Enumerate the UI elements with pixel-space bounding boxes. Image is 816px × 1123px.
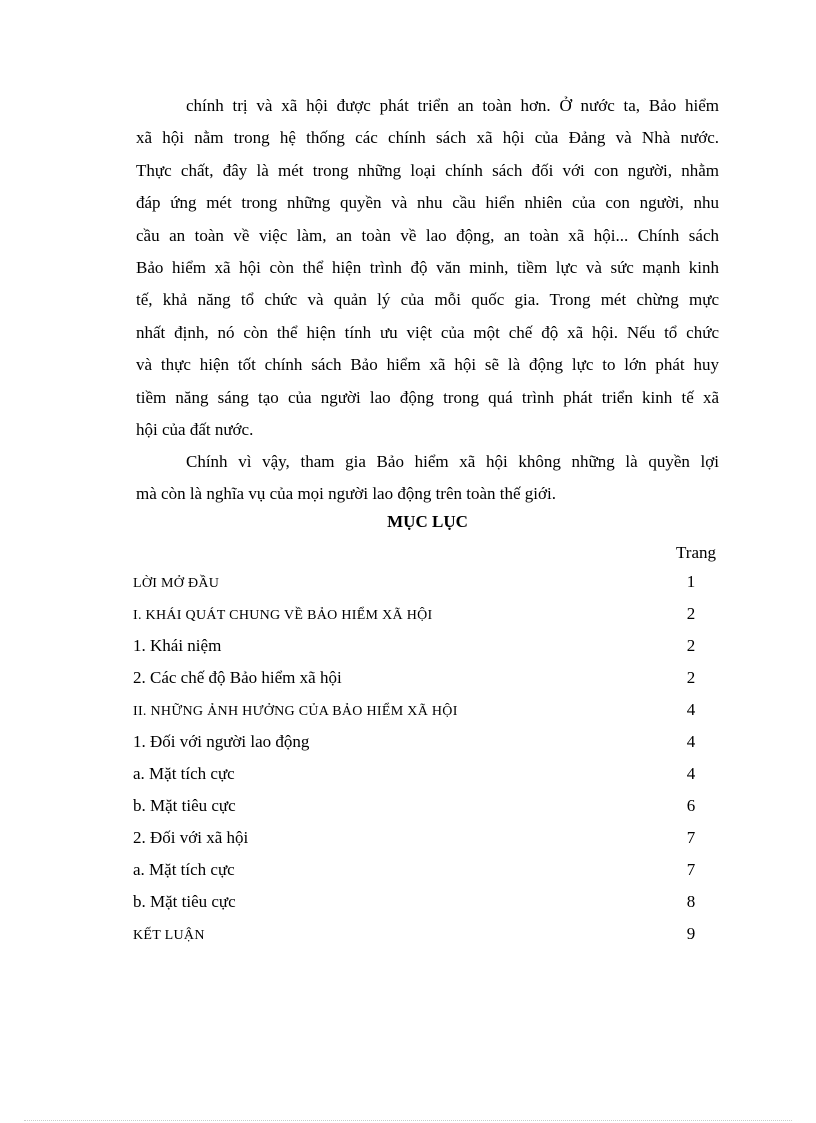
paragraph-line: chính trị và xã hội được phát triển an toàn hơn. Ở nước ta, Bảo hiểm (186, 96, 719, 115)
toc-entry-text: 2. Các chế độ Bảo hiểm xã hội (133, 668, 342, 687)
toc-entry-text: 1. Khái niệm (133, 636, 222, 655)
toc-entry[interactable] (133, 700, 701, 732)
paragraph-line: Chính vì vậy, tham gia Bảo hiểm xã hội không những là quyền lợi (186, 452, 719, 471)
toc-entry[interactable] (133, 796, 701, 828)
toc-entry[interactable] (133, 604, 701, 636)
toc-entry[interactable] (133, 764, 701, 796)
toc-page-column-header: Trang (676, 543, 716, 562)
toc-entry-page: 4 (686, 732, 696, 751)
paragraph-line: xã hội nằm trong hệ thống các chính sách xã hội của Đảng và Nhà nước. (136, 128, 719, 148)
toc-entry-text: 1. Đối với người lao động (133, 732, 310, 751)
toc-entry-page: 4 (686, 700, 696, 719)
toc-entry[interactable] (133, 636, 701, 668)
toc-entry-page: 1 (686, 572, 696, 591)
paragraph-line: đáp ứng mét trong những quyền và nhu cầu hiển nhiên của con người, nhu (136, 193, 719, 213)
toc-entry-page: 8 (686, 892, 696, 911)
body-paragraph-2 (136, 446, 719, 511)
paragraph-line: cầu an toàn về việc làm, an toàn về lao động, an toàn xã hội... Chính sách (136, 225, 719, 245)
toc-entry[interactable] (133, 668, 701, 700)
paragraph-line: Thực chất, đây là mét trong những loại chính sách đối với con người, nhằm (136, 160, 719, 180)
toc-entry-text: KẾT LUẬN (133, 928, 205, 943)
toc-entry[interactable] (133, 924, 701, 956)
page-bottom-divider (24, 1120, 792, 1121)
toc-entry-page: 9 (686, 924, 696, 943)
toc-entry-text: II. NHỮNG ẢNH HƯỞNG CỦA BẢO HIỂM XÃ HỘI (133, 704, 458, 719)
toc-entry-text: b. Mặt tiêu cực (133, 892, 236, 911)
toc-entry-page: 2 (686, 604, 696, 623)
paragraph-line: tế, khả năng tổ chức và quản lý của mỗi quốc gia. Trong mét chừng mực (136, 290, 719, 310)
toc-entry-page: 7 (686, 828, 696, 847)
paragraph-line: tiềm năng sáng tạo của người lao động trong quá trình phát triển kinh tế xã (136, 387, 719, 407)
paragraph-line: nhất định, nó còn thể hiện tính ưu việt của một chế độ xã hội. Nếu tổ chức (136, 322, 719, 342)
toc-entry[interactable] (133, 828, 701, 860)
toc-entry-page: 6 (686, 796, 696, 815)
toc-entry-page: 7 (686, 860, 696, 879)
toc-entry[interactable] (133, 572, 701, 604)
paragraph-line: và thực hiện tốt chính sách Bảo hiểm xã hội sẽ là động lực to lớn phát huy (136, 355, 719, 375)
toc-entry-text: a. Mặt tích cực (133, 860, 235, 879)
paragraph-line: Bảo hiểm xã hội còn thể hiện trình độ văn minh, tiềm lực và sức mạnh kinh (136, 258, 719, 278)
toc-entry-text: 2. Đối với xã hội (133, 828, 249, 847)
toc-entry-page: 4 (686, 764, 696, 783)
paragraph-line: mà còn là nghĩa vụ của mọi người lao động trên toàn thế giới. (136, 484, 556, 504)
toc-entry[interactable] (133, 732, 701, 764)
table-of-contents (133, 572, 701, 956)
body-paragraph-1 (136, 90, 719, 446)
toc-entry-text: b. Mặt tiêu cực (133, 796, 236, 815)
toc-entry[interactable] (133, 860, 701, 892)
toc-entry-page: 2 (686, 668, 696, 687)
toc-entry-page: 2 (686, 636, 696, 655)
toc-entry-text: a. Mặt tích cực (133, 764, 235, 783)
toc-entry-text: LỜI MỞ ĐẦU (133, 576, 220, 591)
toc-entry[interactable] (133, 892, 701, 924)
paragraph-line: hội của đất nước. (136, 420, 254, 440)
toc-title: MỤC LỤC (387, 512, 468, 531)
toc-entry-text: I. KHÁI QUÁT CHUNG VỀ BẢO HIỂM XÃ HỘI (133, 608, 433, 623)
